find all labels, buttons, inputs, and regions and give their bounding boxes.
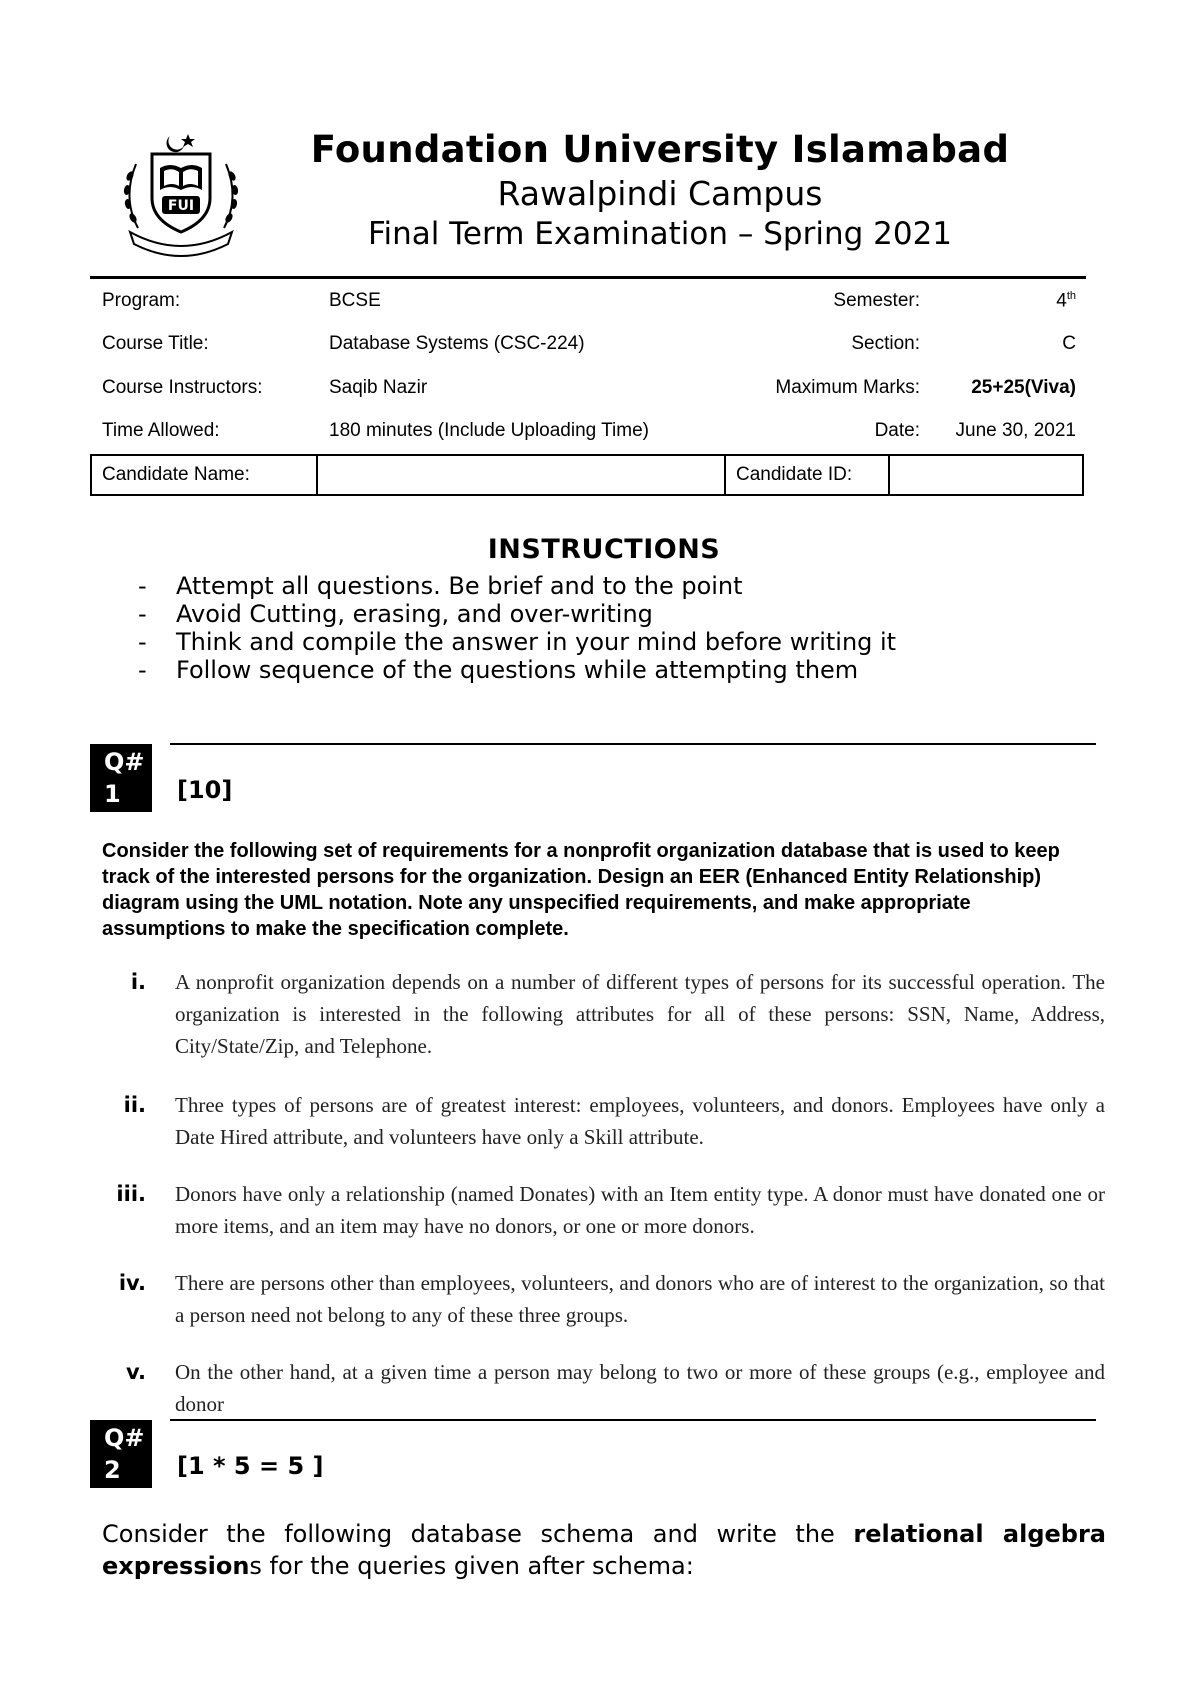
candidate-name-label: Candidate Name: [102,464,250,485]
requirement-text: Three types of persons are of greatest interest: employees, volunteers, and donors. Employees have only a Date Hired attribute, and volunteers have only a Skill attribute. [175,1093,1105,1149]
question-rule [170,1419,1096,1421]
time-label: Time Allowed: [102,420,220,441]
q1-marks: [10] [177,776,233,804]
program-label: Program: [102,290,181,311]
item-number: i. [130,970,146,994]
instructions-title: INSTRUCTIONS [487,534,721,565]
instruction-item: - Attempt all questions. Be brief and to the point [138,572,743,600]
program-value: BCSE [329,290,381,311]
date-label: Date: [874,420,920,441]
instructors-value: Saqib Nazir [329,377,428,398]
requirement-text: There are persons other than employees, volunteers, and donors who are of interest to the organization, so that a person need not belong to any of these three groups. [175,1271,1105,1327]
item-number: iii. [116,1182,146,1206]
candidate-divider [888,454,890,496]
header-rule [90,276,1086,279]
item-number: iv. [118,1271,146,1295]
item-number: v. [126,1360,146,1384]
candidate-id-field[interactable] [892,458,1082,492]
max-marks-value: 25+25(Viva) [971,377,1076,398]
max-marks-label: Maximum Marks: [775,377,920,398]
candidate-divider [724,454,726,496]
section-label: Section: [851,333,920,354]
instruction-item: - Avoid Cutting, erasing, and over-writing [138,600,653,628]
section-value: C [1062,333,1076,354]
instruction-item: - Follow sequence of the questions while attempting them [138,656,859,684]
requirement-text: Donors have only a relationship (named Donates) with an Item entity type. A donor must have donated one or more items, and an item may have no donors, or one or more donors. [175,1182,1105,1238]
requirement-text: On the other hand, at a given time a person may belong to two or more of these groups (e.g., employee and donor [175,1360,1105,1416]
university-name: Foundation University Islamabad [310,128,1010,171]
candidate-name-field[interactable] [320,458,722,492]
q2-marks: [1 * 5 = 5 ] [177,1452,324,1480]
instruction-item: - Think and compile the answer in your mind before writing it [138,628,897,656]
time-value: 180 minutes (Include Uploading Time) [329,420,650,441]
exam-title: Final Term Examination – Spring 2021 [367,216,953,252]
question-rule [170,743,1096,745]
q2-text: Consider the following database schema and write the relational algebra expressions for the queries given after schema: [102,1520,1106,1580]
requirement-text: A nonprofit organization depends on a number of different types of persons for its successful operation. The organization is interested in the following attributes for all of these persons: SSN, Name, Address, City/State/Zip, and Telephone. [175,970,1105,1058]
q1-intro: Consider the following set of requirements for a nonprofit organization database that is used to keep track of the interested persons for the organization. Design an EER (Enhanced Entity Relationship) diagram using the UML notation. Note any unspecified requirements, and make appropriate assumptions to make the specification complete. [102,840,1060,940]
campus-name: Rawalpindi Campus [497,174,823,213]
q1-label: Q# 1 [90,744,152,812]
course-title-label: Course Title: [102,333,209,354]
item-number: ii. [123,1093,146,1117]
candidate-divider [316,454,318,496]
instructors-label: Course Instructors: [102,377,263,398]
course-title-value: Database Systems (CSC-224) [329,333,585,354]
logo-text: FUI [167,198,195,214]
semester-label: Semester: [833,290,920,311]
date-value: June 30, 2021 [955,420,1076,441]
q2-label: Q# 2 [90,1420,152,1488]
semester-value: 4th [1056,290,1076,312]
candidate-id-label: Candidate ID: [736,464,853,485]
university-logo [118,128,244,262]
